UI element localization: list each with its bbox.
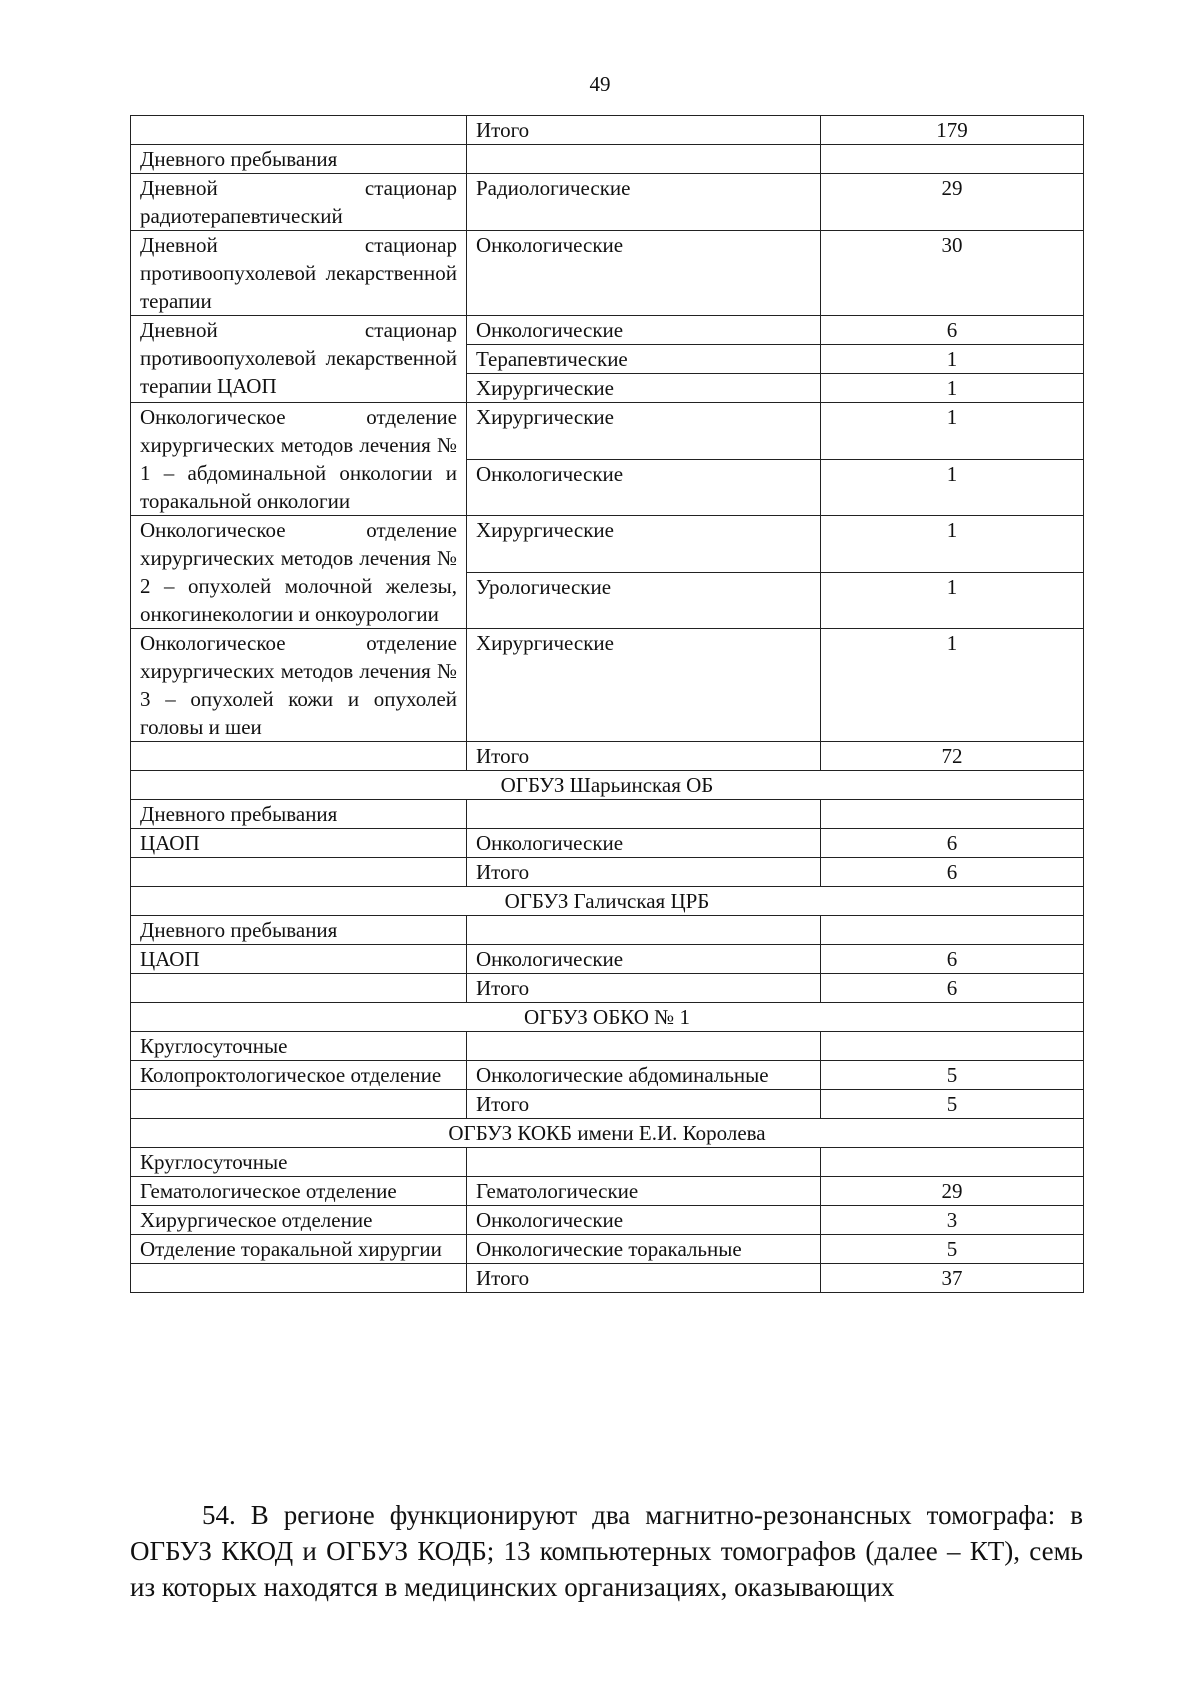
- beds-cell: 6: [821, 974, 1084, 1003]
- profile-cell: Онкологические: [467, 316, 821, 345]
- organization-row: [131, 771, 1084, 800]
- table-row: [131, 516, 1084, 573]
- beds-cell: 37: [821, 1264, 1084, 1293]
- department-cell: Дневного пребывания: [131, 145, 467, 174]
- department-cell: [131, 742, 467, 771]
- table-row: [131, 1032, 1084, 1061]
- table-row: [131, 403, 1084, 460]
- table-row: [131, 1090, 1084, 1119]
- profile-cell: Хирургические: [467, 629, 821, 742]
- department-cell: Круглосуточные: [131, 1032, 467, 1061]
- beds-cell: 72: [821, 742, 1084, 771]
- beds-cell: 5: [821, 1235, 1084, 1264]
- organization-row: [131, 887, 1084, 916]
- profile-cell: [467, 916, 821, 945]
- profile-cell: Онкологические: [467, 459, 821, 516]
- department-cell: Онкологическое отделение хирургических методов лечения № 2 – опухолей молочной железы, онкогинекологии и онкоурологии: [131, 516, 467, 629]
- profile-cell: Итого: [467, 974, 821, 1003]
- profile-cell: Онкологические абдоминальные: [467, 1061, 821, 1090]
- profile-cell: Гематологические: [467, 1177, 821, 1206]
- table-row: [131, 1061, 1084, 1090]
- table-row: [131, 916, 1084, 945]
- profile-cell: Онкологические: [467, 945, 821, 974]
- profile-cell: Хирургические: [467, 374, 821, 403]
- beds-cell: 179: [821, 116, 1084, 145]
- beds-cell: 29: [821, 174, 1084, 231]
- department-cell: ЦАОП: [131, 945, 467, 974]
- profile-cell: Онкологические: [467, 1206, 821, 1235]
- beds-cell: 3: [821, 1206, 1084, 1235]
- organization-row: [131, 1119, 1084, 1148]
- table-row: [131, 231, 1084, 316]
- beds-table-body: [131, 116, 1084, 1293]
- profile-cell: [467, 1032, 821, 1061]
- department-cell: [131, 1264, 467, 1293]
- table-row: [131, 174, 1084, 231]
- department-cell: Отделение торакальной хирургии: [131, 1235, 467, 1264]
- department-cell: [131, 1090, 467, 1119]
- profile-cell: Итого: [467, 1264, 821, 1293]
- organization-row: [131, 1003, 1084, 1032]
- department-cell: Гематологическое отделение: [131, 1177, 467, 1206]
- table-row: [131, 829, 1084, 858]
- profile-cell: Итого: [467, 742, 821, 771]
- beds-cell: 1: [821, 629, 1084, 742]
- beds-cell: 30: [821, 231, 1084, 316]
- table-row: [131, 1177, 1084, 1206]
- table-row: [131, 800, 1084, 829]
- profile-cell: Урологические: [467, 572, 821, 629]
- beds-cell: [821, 1032, 1084, 1061]
- beds-cell: 1: [821, 516, 1084, 573]
- department-cell: Дневного пребывания: [131, 916, 467, 945]
- table-row: [131, 1264, 1084, 1293]
- department-cell: Колопроктологическое отделение: [131, 1061, 467, 1090]
- department-cell: Дневной стационар противоопухолевой лекарственной терапии ЦАОП: [131, 316, 467, 403]
- profile-cell: Онкологические: [467, 231, 821, 316]
- table-row: [131, 145, 1084, 174]
- table-row: [131, 945, 1084, 974]
- beds-cell: [821, 1148, 1084, 1177]
- beds-cell: 1: [821, 345, 1084, 374]
- beds-cell: 5: [821, 1061, 1084, 1090]
- table-row: [131, 629, 1084, 742]
- profile-cell: Терапевтические: [467, 345, 821, 374]
- profile-cell: Онкологические: [467, 829, 821, 858]
- table-row: [131, 1235, 1084, 1264]
- beds-cell: [821, 916, 1084, 945]
- beds-cell: 29: [821, 1177, 1084, 1206]
- table-row: [131, 1206, 1084, 1235]
- beds-cell: 6: [821, 829, 1084, 858]
- profile-cell: [467, 1148, 821, 1177]
- beds-cell: 1: [821, 459, 1084, 516]
- organization-name: ОГБУЗ Шарьинская ОБ: [131, 771, 1084, 800]
- department-cell: [131, 974, 467, 1003]
- department-cell: Онкологическое отделение хирургических методов лечения № 3 – опухолей кожи и опухолей головы и шеи: [131, 629, 467, 742]
- beds-cell: 5: [821, 1090, 1084, 1119]
- department-cell: ЦАОП: [131, 829, 467, 858]
- body-paragraph: 54. В регионе функционируют два магнитно-резонансных томографа: в ОГБУЗ ККОД и ОГБУЗ КОДБ; 13 компьютерных томографов (далее – КТ), семь из которых находятся в медицинских организациях, оказывающих: [130, 1500, 1083, 1602]
- profile-cell: [467, 145, 821, 174]
- beds-cell: [821, 145, 1084, 174]
- organization-name: ОГБУЗ ОБКО № 1: [131, 1003, 1084, 1032]
- table-row: [131, 974, 1084, 1003]
- beds-cell: 1: [821, 403, 1084, 460]
- table-row: [131, 742, 1084, 771]
- department-cell: Круглосуточные: [131, 1148, 467, 1177]
- department-cell: Дневного пребывания: [131, 800, 467, 829]
- beds-cell: 6: [821, 858, 1084, 887]
- table-row: [131, 116, 1084, 145]
- profile-cell: Хирургические: [467, 403, 821, 460]
- profile-cell: Итого: [467, 858, 821, 887]
- profile-cell: Хирургические: [467, 516, 821, 573]
- profile-cell: Радиологические: [467, 174, 821, 231]
- organization-name: ОГБУЗ Галичская ЦРБ: [131, 887, 1084, 916]
- profile-cell: [467, 800, 821, 829]
- department-cell: Дневной стационар радиотерапевтический: [131, 174, 467, 231]
- table-row: [131, 1148, 1084, 1177]
- beds-table: [130, 115, 1084, 1293]
- table-row: [131, 316, 1084, 345]
- profile-cell: Онкологические торакальные: [467, 1235, 821, 1264]
- department-cell: [131, 858, 467, 887]
- beds-cell: 6: [821, 945, 1084, 974]
- department-cell: Дневной стационар противоопухолевой лекарственной терапии: [131, 231, 467, 316]
- beds-cell: 1: [821, 572, 1084, 629]
- profile-cell: Итого: [467, 116, 821, 145]
- department-cell: Онкологическое отделение хирургических методов лечения № 1 – абдоминальной онкологии и торакальной онкологии: [131, 403, 467, 516]
- department-cell: Хирургическое отделение: [131, 1206, 467, 1235]
- beds-cell: 6: [821, 316, 1084, 345]
- organization-name: ОГБУЗ КОКБ имени Е.И. Королева: [131, 1119, 1084, 1148]
- department-cell: [131, 116, 467, 145]
- page-number: 49: [589, 72, 611, 96]
- beds-cell: 1: [821, 374, 1084, 403]
- profile-cell: Итого: [467, 1090, 821, 1119]
- beds-cell: [821, 800, 1084, 829]
- table-row: [131, 858, 1084, 887]
